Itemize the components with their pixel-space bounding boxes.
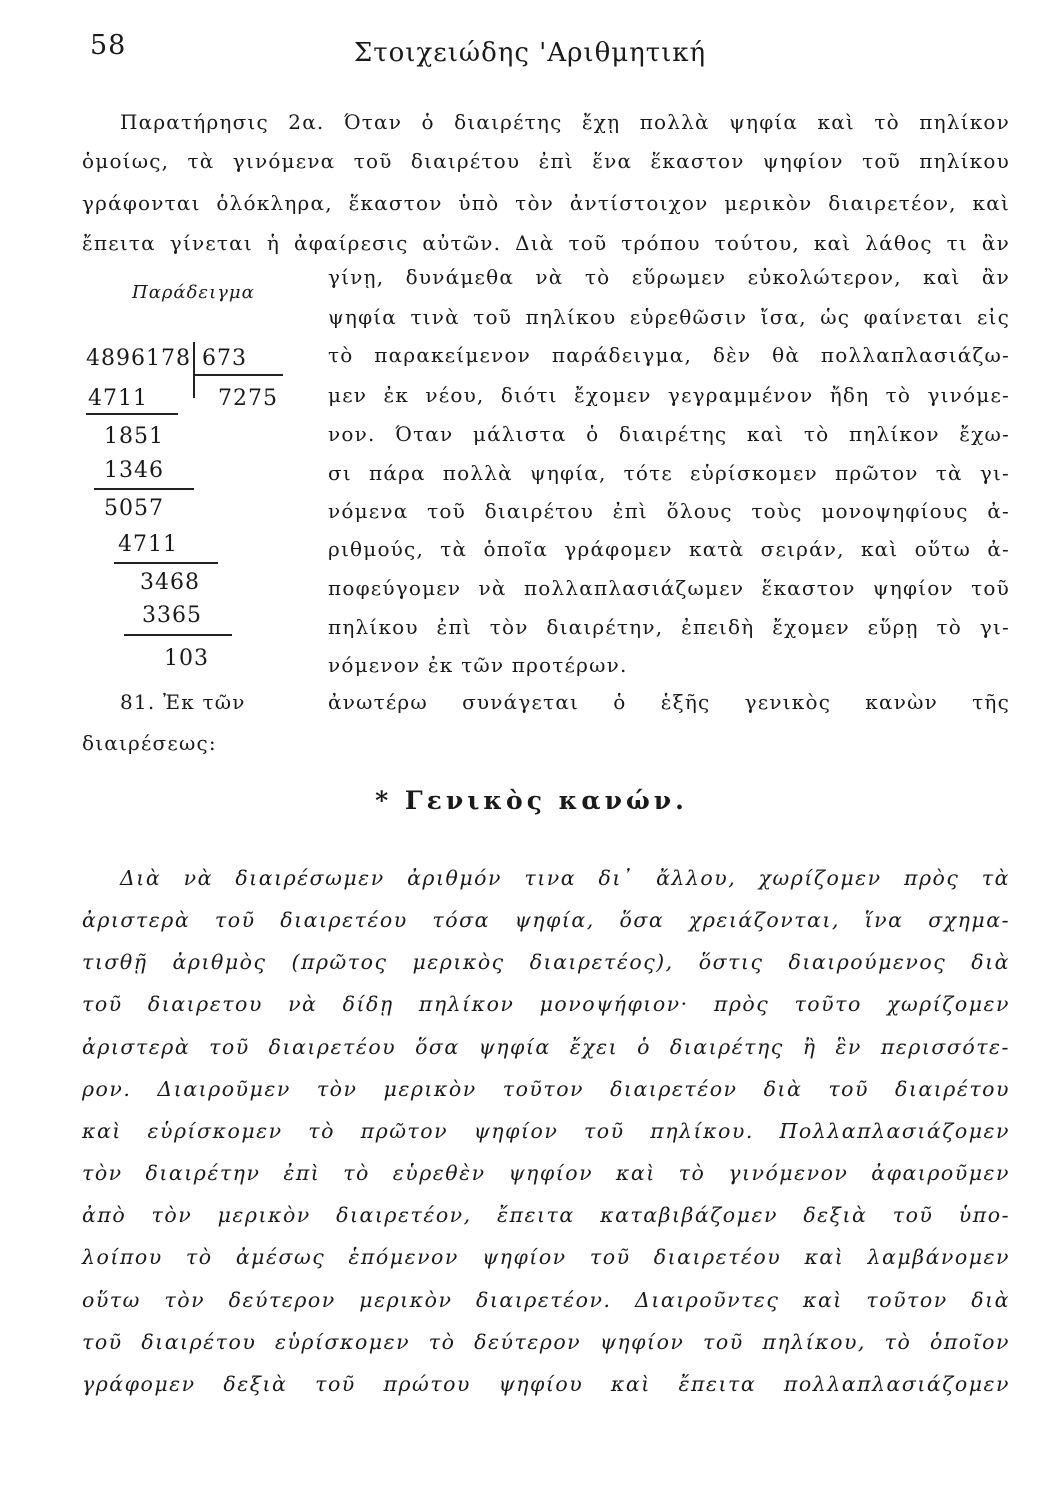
- remark-line: σι πάρα πολλὰ ψηφία, τότε εὑρίσκομεν πρῶτον τὰ γι-: [328, 461, 1010, 485]
- step-product: 3365: [142, 603, 202, 628]
- step-remainder: 3468: [140, 570, 200, 595]
- step-rule: [86, 413, 178, 415]
- step-product: 1346: [104, 458, 164, 483]
- remark-line: τὸ παρακείμενον παράδειγμα, δὲν θὰ πολλαπλασιάζω-: [328, 343, 1010, 367]
- section-81-line: διαιρέσεως:: [82, 731, 217, 755]
- step-remainder: 5057: [104, 496, 164, 521]
- remark-line: μεν ἐκ νέου, διότι ἔχομεν γεγραμμένον ἤδη τὸ γινόμε-: [328, 383, 1010, 407]
- remark-line: ψηφία τινὰ τοῦ πηλίκου εὑρεθῶσιν ἴσα, ὡς φαίνεται εἰς: [328, 305, 1010, 329]
- step-rule: [124, 634, 232, 636]
- running-title: Στοιχειώδης 'Αριθμητική: [353, 38, 707, 68]
- rule-line: καὶ εὑρίσκομεν τὸ πρῶτον ψηφίον τοῦ πηλίκου. Πολλαπλασιάζομεν: [82, 1119, 1010, 1143]
- rule-line: ρον. Διαιροῦμεν τὸν μερικὸν τοῦτον διαιρετέον διὰ τοῦ διαιρέτου: [82, 1077, 1010, 1101]
- remark-line: Παρατήρησις 2α. Όταν ὁ διαιρέτης ἔχῃ πολλὰ ψηφία καὶ τὸ πηλίκον: [120, 110, 1010, 134]
- section-81-heading: 81. Ἐκ τῶν: [120, 690, 246, 714]
- page-number: 58: [90, 30, 127, 61]
- section-81-line: ἀνωτέρω συνάγεται ὁ ἑξῆς γενικὸς κανὼν τῆς: [328, 690, 1010, 714]
- remark-line: πηλίκου ἐπὶ τὸν διαιρέτην, ἐπειδὴ ἔχομεν εὕρῃ τὸ γι-: [328, 615, 1010, 639]
- example-label: Παράδειγμα: [132, 282, 255, 303]
- step-product: 4711: [118, 532, 178, 557]
- remark-line: ὁμοίως, τὰ γινόμενα τοῦ διαιρέτου ἐπὶ ἕνα ἕκαστον ψηφίον τοῦ πηλίκου: [82, 149, 1010, 173]
- remark-line: νόμενον ἐκ τῶν προτέρων.: [328, 653, 628, 677]
- step-rule: [114, 562, 218, 564]
- rule-line: Διὰ νὰ διαιρέσωμεν ἀριθμόν τινα δι᾽ ἄλλου, χωρίζομεν πρὸς τὰ: [120, 866, 1010, 890]
- remark-line: γράφονται ὁλόκληρα, ἕκαστον ὑπὸ τὸν ἀντίστοιχον μερικὸν διαιρετέον, καὶ: [82, 191, 1010, 215]
- rule-line: τισθῇ ἀριθμὸς (πρῶτος μερικὸς διαιρετέος), ὅστις διαιρούμενος διὰ: [82, 950, 1010, 974]
- final-remainder: 103: [164, 646, 209, 671]
- dividend: 4896178: [86, 346, 191, 371]
- rule-line: τὸν διαιρέτην ἐπὶ τὸ εὑρεθὲν ψηφίον καὶ τὸ γινόμενον ἀφαιροῦμεν: [82, 1161, 1010, 1185]
- division-bar: [193, 342, 195, 398]
- rule-line: λοίπου τὸ ἀμέσως ἑπόμενον ψηφίον τοῦ διαιρετέου καὶ λαμβάνομεν: [82, 1245, 1010, 1269]
- remark-line: νόμενα τοῦ διαιρέτου ἐπὶ ὅλους τοὺς μονοψηφίους ἀ-: [328, 499, 1010, 523]
- rule-line: τοῦ διαιρετου νὰ δίδῃ πηλίκον μονοψήφιον· πρὸς τοῦτο χωρίζομεν: [82, 992, 1010, 1016]
- rule-line: γράφομεν δεξιὰ τοῦ πρώτου ψηφίου καὶ ἔπειτα πολλαπλασιάζομεν: [82, 1372, 1010, 1396]
- rule-line: ἀπὸ τὸν μερικὸν διαιρετέον, ἔπειτα καταβιβάζομεν δεξιὰ τοῦ ὑπο-: [82, 1203, 1010, 1227]
- step-product: 4711: [88, 386, 148, 411]
- divisor-rule: [193, 374, 283, 376]
- quotient: 7275: [218, 386, 278, 411]
- rule-line: ἀριστερὰ τοῦ διαιρετέου ὅσα ψηφία ἔχει ὁ διαιρέτης ἢ ἓν περισσότε-: [82, 1035, 1010, 1059]
- remark-line: ποφεύγομεν νὰ πολλαπλασιάζωμεν ἕκαστον ψηφίον τοῦ: [328, 576, 1010, 600]
- rule-line: ἀριστερὰ τοῦ διαιρετέου τόσα ψηφία, ὅσα χρειάζονται, ἵνα σχημα-: [82, 908, 1010, 932]
- rule-line: οὕτω τὸν δεύτερον μερικὸν διαιρετέον. Διαιροῦντες καὶ τοῦτον διὰ: [82, 1288, 1010, 1312]
- remark-line: ριθμούς, τὰ ὁποῖα γράφομεν κατὰ σειράν, καὶ οὕτω ἀ-: [328, 537, 1010, 561]
- remark-line: γίνῃ, δυνάμεθα νὰ τὸ εὕρωμεν εὐκολώτερον, καὶ ἂν: [328, 265, 1010, 289]
- rule-line: τοῦ διαιρέτου εὑρίσκομεν τὸ δεύτερον ψηφίον τοῦ πηλίκου, τὸ ὁποῖον: [82, 1330, 1010, 1354]
- step-remainder: 1851: [104, 424, 164, 449]
- general-rule-title: * Γενικὸς κανών.: [375, 786, 688, 815]
- divisor: 673: [202, 346, 247, 371]
- remark-line: νον. Όταν μάλιστα ὁ διαιρέτης καὶ τὸ πηλίκον ἔχω-: [328, 422, 1010, 446]
- remark-line: ἔπειτα γίνεται ἡ ἀφαίρεσις αὐτῶν. Διὰ τοῦ τρόπου τούτου, καὶ λάθος τι ἂν: [82, 231, 1010, 255]
- step-rule: [94, 488, 194, 490]
